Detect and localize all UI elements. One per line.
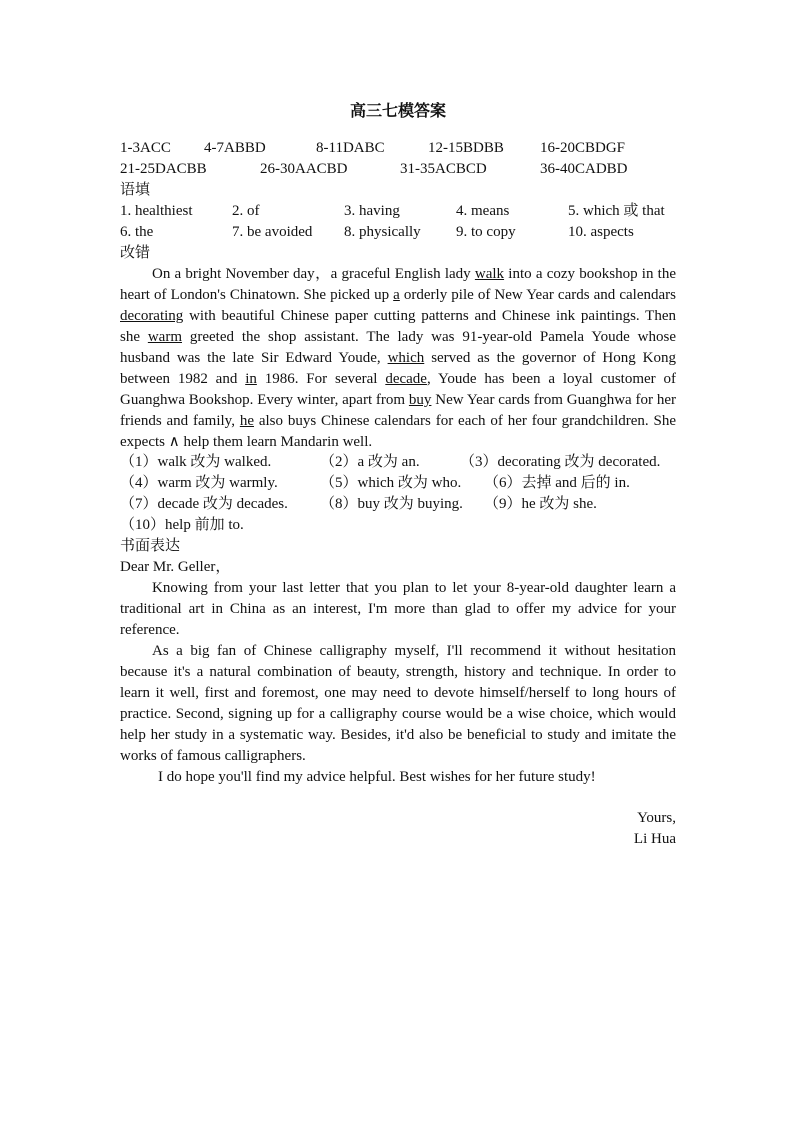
- answer-group: 21-25DACBB: [120, 161, 207, 177]
- error-word: which: [387, 350, 425, 366]
- error-word: a: [393, 287, 400, 303]
- correction-item: （7）decade 改为 decades.: [120, 496, 288, 512]
- error-word: in: [245, 371, 257, 387]
- letter-paragraph: I do hope you'll find my advice helpful. Best wishes for her future study!: [158, 769, 596, 785]
- cloze-answer: 3. having: [344, 203, 400, 219]
- correction-item: （10）help 前加 to.: [120, 517, 244, 533]
- correction-passage: On a bright November day，a graceful English lady walk into a cozy bookshop in the heart of London's Chinatown. She picked up a orderly pile of New Year cards and calendars decorating with beautiful Chinese paper cutting patterns and Chinese ink paintings. Then she warm greeted the shop assistant. The lady was 91-year-old Pamela Youde whose husband was the late Sir Edward Youde, which served as the governor of Hong Kong between 1982 and in 1986. For several decade, Youde has been a loyal customer of Guanghwa Bookshop. Every winter, apart from buy New Year cards from Guanghwa for her friends and family, he also buys Chinese calendars for each of her four grandchildren. She expects ∧ help them learn Mandarin well.: [120, 266, 677, 450]
- cloze-answer: 8. physically: [344, 224, 421, 240]
- correction-heading: 改错: [120, 245, 151, 261]
- answer-group: 16-20CBDGF: [540, 140, 626, 156]
- cloze-answer: 6. the: [120, 224, 154, 240]
- letter-paragraph: As a big fan of Chinese calligraphy myself, I'll recommend it without hesitation because it's a natural combination of beauty, strength, history and technique. In order to learn it well, first and foremost, one may need to devote himself/herself to long hours of practice. Second, signing up for a calligraphy course would be a wise choice, which would help her study in a systematic way. Besides, it'd also be beneficial to study and imitate the works of famous calligraphers.: [120, 643, 676, 764]
- cloze-answer: 7. be avoided: [232, 224, 313, 240]
- letter-paragraph: Knowing from your last letter that you plan to let your 8-year-old daughter learn a traditional art in China as an interest, I'm more than glad to offer my advice for your reference.: [120, 580, 676, 638]
- page-title: 高三七模答案: [349, 101, 446, 120]
- answer-group: 4-7ABBD: [204, 140, 266, 156]
- correction-item: （5）which 改为 who.: [320, 475, 462, 491]
- correction-item: （3）decorating 改为 decorated.: [460, 454, 661, 470]
- error-word: decade: [385, 371, 427, 387]
- correction-item: （8）buy 改为 buying.: [320, 496, 463, 512]
- letter-salutation: Dear Mr. Geller，: [120, 559, 231, 575]
- cloze-row-1: [120, 201, 676, 222]
- letter-closing: Yours,: [637, 810, 676, 826]
- correction-item: （4）warm 改为 warmly.: [120, 475, 278, 491]
- cloze-answer: 10. aspects: [568, 224, 634, 240]
- cloze-heading: 语填: [120, 182, 151, 198]
- correction-item: （6）去掉 and 后的 in.: [484, 475, 630, 491]
- cloze-answer: 9. to copy: [456, 224, 516, 240]
- answer-group: 1-3ACC: [120, 140, 171, 156]
- cloze-row-2: [120, 222, 676, 243]
- cloze-answer: 1. healthiest: [120, 203, 193, 219]
- cloze-answer: 2. of: [232, 203, 260, 219]
- error-word: warm: [147, 329, 182, 345]
- error-word: buy: [408, 392, 432, 408]
- correction-item: （2）a 改为 an.: [320, 454, 420, 470]
- correction-item: （1）walk 改为 walked.: [120, 454, 272, 470]
- writing-heading: 书面表达: [120, 538, 181, 554]
- cloze-answer: 4. means: [456, 203, 510, 219]
- error-word: decorating: [120, 308, 184, 324]
- correction-item: （9）he 改为 she.: [484, 496, 597, 512]
- answers-row-1: [120, 138, 676, 159]
- answer-group: 12-15BDBB: [428, 140, 504, 156]
- answers-row-2: [120, 159, 676, 180]
- answer-group: 31-35ACBCD: [400, 161, 487, 177]
- answer-group: 8-11DABC: [316, 140, 385, 156]
- answer-group: 36-40CADBD: [540, 161, 628, 177]
- answer-group: 26-30AACBD: [260, 161, 348, 177]
- cloze-answer: 5. which 或 that: [568, 203, 665, 219]
- error-word: he: [239, 413, 254, 429]
- error-word: walk: [474, 266, 505, 282]
- letter-signature: Li Hua: [633, 831, 676, 847]
